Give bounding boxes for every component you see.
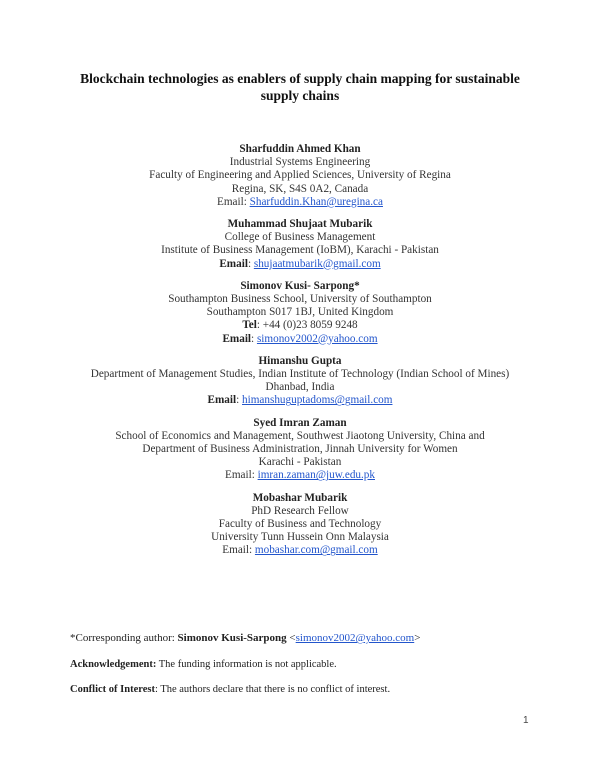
author-list (0, 143, 600, 567)
conflict-label: Conflict of Interest (70, 684, 155, 695)
author-block (0, 218, 600, 271)
affiliation-line: University Tunn Hussein Onn Malaysia (211, 531, 389, 544)
author-block (0, 417, 600, 483)
affiliation-line: Department of Business Administration, Jinnah University for Women (142, 443, 458, 456)
email-line: Email: mobashar.com@gmail.com (222, 544, 378, 557)
affiliation-line: Southampton Business School, University of Southampton (168, 293, 432, 306)
email-line: Email: simonov2002@yahoo.com (222, 332, 378, 345)
corresponding-email-link[interactable]: simonov2002@yahoo.com (295, 632, 415, 644)
tel-value: +44 (0)23 8059 9248 (262, 319, 358, 332)
affiliation-line: Industrial Systems Engineering (229, 156, 371, 169)
author-name: Simonov Kusi- Sarpong* (240, 279, 360, 292)
author-name: Syed Imran Zaman (253, 416, 347, 429)
author-block (0, 143, 600, 209)
email-link[interactable]: shujaatmubarik@gmail.com (253, 257, 381, 270)
affiliation-line: College of Business Management (224, 231, 376, 244)
affiliation-line: Southampton S017 1BJ, United Kingdom (206, 306, 394, 319)
email-link[interactable]: imran.zaman@juw.edu.pk (257, 469, 375, 482)
author-block (0, 280, 600, 346)
email-line: Email: imran.zaman@juw.edu.pk (224, 469, 375, 482)
affiliation-line: Institute of Business Management (IoBM), Karachi - Pakistan (161, 244, 439, 257)
affiliation-line: PhD Research Fellow (251, 504, 349, 517)
tel-line: Tel: +44 (0)23 8059 9248 (242, 319, 358, 332)
email-label: Email (224, 469, 252, 482)
affiliation-line: Regina, SK, S4S 0A2, Canada (231, 182, 369, 195)
affiliation-line: Dhanbad, India (265, 381, 335, 394)
author-name: Mobashar Mubarik (252, 491, 348, 504)
author-name: Himanshu Gupta (258, 354, 342, 367)
email-link[interactable]: Sharfuddin.Khan@uregina.ca (249, 195, 383, 208)
affiliation-line: Faculty of Engineering and Applied Sciences, University of Regina (149, 169, 451, 182)
email-link[interactable]: mobashar.com@gmail.com (254, 544, 378, 557)
affiliation-line: Karachi - Pakistan (258, 456, 342, 469)
conflict-text: : The authors declare that there is no conflict of interest. (154, 684, 391, 695)
conflict-of-interest (70, 684, 540, 695)
author-block (0, 355, 600, 408)
email-link[interactable]: himanshuguptadoms@gmail.com (242, 394, 393, 407)
corresponding-prefix: *Corresponding author: (70, 632, 178, 644)
email-label: Email (219, 257, 248, 270)
email-line: Email: Sharfuddin.Khan@uregina.ca (217, 195, 383, 208)
acknowledgement-text: The funding information is not applicable. (156, 659, 337, 670)
email-line: Email: shujaatmubarik@gmail.com (219, 257, 381, 270)
affiliation-line: Department of Management Studies, Indian Institute of Technology (Indian School of Mines) (90, 368, 510, 381)
affiliation-line: School of Economics and Management, Southwest Jiaotong University, China and (115, 429, 485, 442)
acknowledgement (70, 659, 540, 670)
paper-title: Blockchain technologies as enablers of supply chain mapping for sustainable supply chains (80, 71, 520, 103)
email-label: Email (222, 332, 252, 345)
corresponding-name: Simonov Kusi-Sarpong (177, 632, 287, 644)
corresponding-author-note: *Corresponding author: Simonov Kusi-Sarpong <simonov2002@yahoo.com> (70, 632, 421, 644)
affiliation-line: Faculty of Business and Technology (218, 518, 382, 531)
email-label: Email (207, 394, 237, 407)
author-name: Sharfuddin Ahmed Khan (239, 143, 361, 155)
email-label: Email (217, 195, 244, 208)
acknowledgement-label: Acknowledgement: (70, 659, 157, 670)
email-line: Email: himanshuguptadoms@gmail.com (207, 394, 393, 407)
author-block (0, 492, 600, 558)
author-name: Muhammad Shujaat Mubarik (227, 218, 373, 231)
page-number: 1 (523, 715, 529, 726)
tel-label: Tel (242, 319, 257, 332)
email-label: Email (222, 544, 250, 557)
email-link[interactable]: simonov2002@yahoo.com (256, 332, 378, 345)
